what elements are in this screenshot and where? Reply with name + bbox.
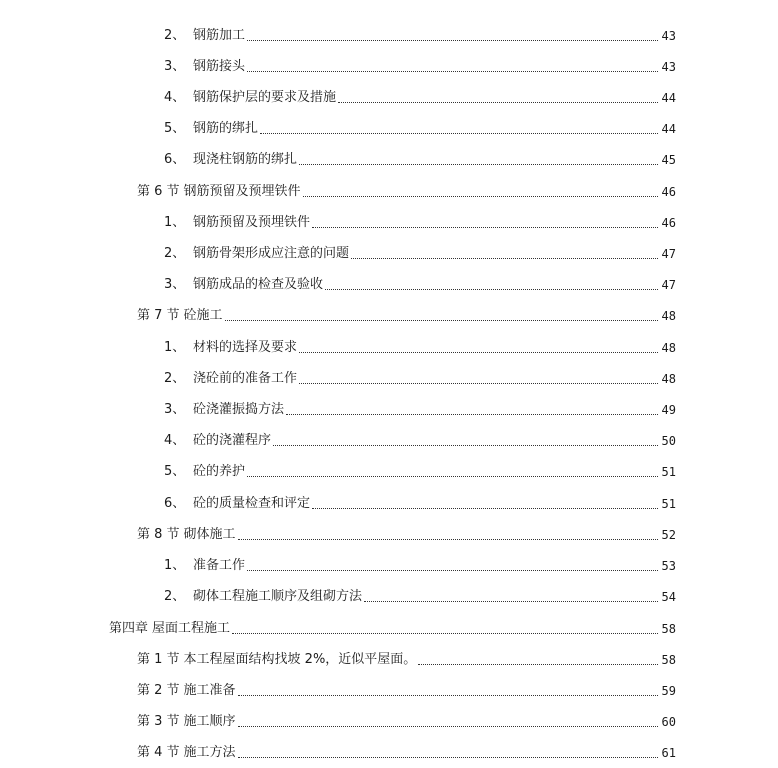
toc-entry-number: 2、 [164,246,186,261]
toc-entry-title: 钢筋接头 [193,59,246,74]
toc-entry-number: 第 8 节 [137,527,180,542]
toc-entry[interactable] [0,677,778,699]
toc-entry-number: 1、 [164,340,186,355]
toc-entry[interactable] [0,115,778,137]
toc-entry-title: 钢筋预留及预埋铁件 [193,215,311,230]
toc-entry-page: 48 [661,341,676,355]
toc-entry[interactable] [0,396,778,418]
dot-leader [299,351,658,353]
toc-entry-page: 51 [661,497,676,511]
toc-entry-number: 3、 [164,402,186,417]
toc-entry-title: 钢筋加工 [193,28,246,43]
dot-leader [303,195,658,197]
toc-entry-number: 第 7 节 [137,308,180,323]
toc-entry-title: 砌体施工 [183,527,236,542]
dot-leader [299,382,658,384]
dot-leader [351,257,658,259]
dot-leader [238,725,658,727]
toc-entry-page: 52 [661,528,676,542]
toc-entry[interactable] [0,209,778,231]
toc-entry-page: 54 [661,590,676,604]
dot-leader [247,569,658,571]
toc-entry-title: 施工准备 [183,683,236,698]
toc-entry-number: 1、 [164,215,186,230]
toc-entry-number: 第 1 节 [137,652,180,667]
toc-entry[interactable] [0,490,778,512]
dot-leader [247,39,658,41]
toc-entry-title: 钢筋成品的检查及验收 [193,277,324,292]
toc-entry-number: 第 2 节 [137,683,180,698]
dot-leader [247,475,658,477]
toc-entry-page: 49 [661,403,676,417]
toc-entry-page: 45 [661,153,676,167]
toc-entry-title: 钢筋骨架形成应注意的问题 [193,246,350,261]
toc-entry-title: 砼的质量检查和评定 [193,496,311,511]
dot-leader [238,694,658,696]
toc-entry-number: 2、 [164,589,186,604]
toc-entry[interactable] [0,240,778,262]
toc-entry-page: 44 [661,122,676,136]
toc-entry-number: 第 3 节 [137,714,180,729]
toc-entry-title: 浇砼前的准备工作 [193,371,298,386]
toc-entry[interactable] [0,583,778,605]
toc-entry-number: 5、 [164,464,186,479]
toc-entry[interactable] [0,521,778,543]
toc-entry-page: 46 [661,216,676,230]
toc-entry-number: 2、 [164,28,186,43]
toc-entry-number: 6、 [164,496,186,511]
toc-entry-page: 43 [661,60,676,74]
toc-entry[interactable] [0,178,778,200]
toc-entry-title: 砼的浇灌程序 [193,433,272,448]
toc-entry-title: 屋面工程施工 [152,621,231,636]
toc-entry-page: 53 [661,559,676,573]
toc-entry-title: 现浇柱钢筋的绑扎 [193,152,298,167]
toc-entry-page: 60 [661,715,676,729]
toc-entry-title: 钢筋预留及预埋铁件 [183,184,301,199]
toc-entry-title: 施工顺序 [183,714,236,729]
toc-entry-number: 1、 [164,558,186,573]
toc-entry[interactable] [0,739,778,761]
toc-entry-number: 4、 [164,90,186,105]
toc-entry-page: 48 [661,372,676,386]
dot-leader [312,226,658,228]
toc-entry-page: 61 [661,746,676,760]
toc-entry-number: 2、 [164,371,186,386]
toc-entry-number: 第 4 节 [137,745,180,760]
dot-leader [325,288,658,290]
dot-leader [312,507,658,509]
toc-entry[interactable] [0,708,778,730]
dot-leader [225,319,658,321]
toc-entry-page: 46 [661,185,676,199]
toc-entry[interactable] [0,615,778,637]
toc-entry[interactable] [0,84,778,106]
toc-entry[interactable] [0,365,778,387]
toc-entry-title: 钢筋保护层的要求及措施 [193,90,337,105]
toc-entry[interactable] [0,552,778,574]
toc-entry-title: 准备工作 [193,558,246,573]
toc-entry-number: 6、 [164,152,186,167]
toc-entry[interactable] [0,271,778,293]
toc-entry-page: 43 [661,29,676,43]
toc-entry[interactable] [0,334,778,356]
toc-entry-title: 砼浇灌振捣方法 [193,402,285,417]
dot-leader [364,600,658,602]
toc-entry[interactable] [0,302,778,324]
toc-entry[interactable] [0,427,778,449]
toc-entry-page: 51 [661,465,676,479]
toc-entry[interactable] [0,458,778,480]
toc-entry[interactable] [0,146,778,168]
toc-entry[interactable] [0,646,778,668]
dot-leader [338,101,658,103]
dot-leader [238,756,658,758]
toc-entry-number: 3、 [164,59,186,74]
dot-leader [238,538,658,540]
toc-entry-title: 施工方法 [183,745,236,760]
toc-entry-number: 第 6 节 [137,184,180,199]
toc-entry-page: 47 [661,278,676,292]
toc-entry-page: 47 [661,247,676,261]
toc-entry-number: 4、 [164,433,186,448]
dot-leader [286,413,658,415]
dot-leader [260,132,658,134]
toc-entry-number: 5、 [164,121,186,136]
toc-entry-title: 砌体工程施工顺序及组砌方法 [193,589,363,604]
dot-leader [418,663,658,665]
dot-leader [247,70,658,72]
toc-entry-page: 50 [661,434,676,448]
toc-entry-title: 砼施工 [183,308,223,323]
toc-entry-title: 材料的选择及要求 [193,340,298,355]
toc-entry-page: 59 [661,684,676,698]
dot-leader [232,632,658,634]
toc-entry-number: 3、 [164,277,186,292]
toc-entry-title: 砼的养护 [193,464,246,479]
toc-entry-page: 48 [661,309,676,323]
toc-entry-page: 44 [661,91,676,105]
dot-leader [299,163,658,165]
toc-entry-page: 58 [661,653,676,667]
toc-entry[interactable] [0,22,778,44]
toc-entry-title: 本工程屋面结构找坡 2%，近似平屋面。 [183,652,417,667]
toc-entry-number: 第四章 [109,621,149,636]
toc-entry[interactable] [0,53,778,75]
toc-entry-page: 58 [661,622,676,636]
dot-leader [273,444,658,446]
toc-entry-title: 钢筋的绑扎 [193,121,259,136]
